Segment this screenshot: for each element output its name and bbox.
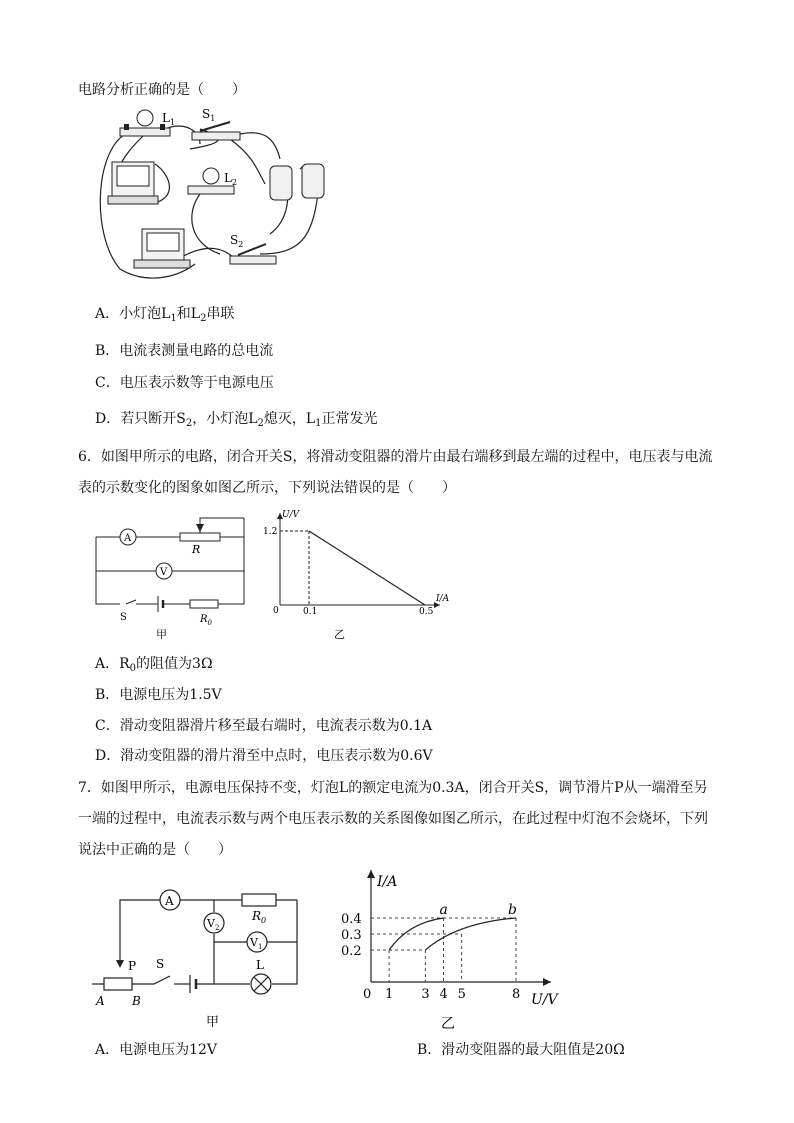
q5-option-b: B．电流表测量电路的总电流 — [95, 343, 274, 359]
q6-option-d: D．滑动变阻器的滑片滑至中点时，电压表示数为0.6V — [95, 748, 433, 764]
q7-resistor-label: $R_0$ — [252, 909, 267, 925]
q7-x-axis-label: U/V — [531, 992, 558, 1008]
q7-switch-label: S — [156, 957, 165, 971]
q7-ytick-label: 0.4 — [341, 912, 362, 927]
q7-x-arrow — [543, 978, 551, 986]
label-L2: $L_2$ — [224, 171, 238, 187]
q6-circuit-diagram — [90, 512, 250, 642]
q7-ytick-label: 0.2 — [341, 944, 362, 959]
q7-rheostat-symbol — [104, 978, 132, 990]
q6-stem-line2: 表的示数变化的图象如图乙所示，下列说法错误的是（ ） — [78, 480, 456, 496]
q6-y-axis-label: U/V — [282, 510, 300, 520]
q7-voltmeter-v1-symbol: $V_1$ — [250, 936, 263, 951]
q5-option-d: D．若只断开$S_2$，小灯泡$L_2$熄灭，$L_1$正常发光 — [95, 411, 378, 429]
q6-origin-label: 0 — [273, 606, 279, 616]
q7-point-b-label: b — [508, 902, 517, 918]
label-S2: $S_2$ — [230, 233, 244, 249]
q7-xtick-label: 8 — [512, 987, 521, 1002]
q7-slider-label: P — [128, 959, 137, 973]
q7-voltmeter-v2-symbol: $V_2$ — [207, 917, 220, 932]
q7-point-a-label: a — [439, 902, 448, 918]
q6-series-line — [309, 531, 425, 605]
q6-ytick-label: 1.2 — [263, 527, 278, 537]
q7-y-axis-label: I/A — [377, 874, 398, 890]
q6-xtick-label: 0.1 — [303, 607, 318, 617]
question-5-stem-tail: 电路分析正确的是（ ） — [78, 82, 246, 98]
label-L1: $L_1$ — [162, 111, 176, 127]
q5-option-a: A．小灯泡$L_1$和$L_2$串联 — [95, 306, 235, 324]
q7-stem-line3: 说法中正确的是（ ） — [78, 842, 232, 858]
q6-graph — [260, 505, 460, 645]
q7-graph-caption: 乙 — [441, 1016, 455, 1032]
q6-resistor-label: $R_0$ — [200, 614, 212, 627]
q5-option-c: C．电压表示数等于电源电压 — [95, 375, 274, 391]
q6-option-a: A．$R_0$的阻值为3Ω — [95, 656, 213, 674]
q7-xtick-label: 4 — [439, 987, 448, 1002]
q7-ytick-label: 0.3 — [341, 928, 362, 943]
q6-x-axis-label: I/A — [436, 594, 450, 604]
q5-physical-circuit-figure — [90, 104, 340, 289]
q7-xtick-label: 1 — [385, 987, 394, 1002]
q7-y-arrow — [367, 870, 375, 878]
q7-circuit-diagram — [92, 880, 317, 1030]
q6-rheostat-label: R — [192, 543, 201, 556]
q7-lamp-label: L — [256, 958, 264, 972]
q6-switch-label: S — [120, 612, 127, 623]
q7-stem-line2: 一端的过程中，电流表示数与两个电压表示数的关系图像如图乙所示，在此过程中灯泡不会烧坏，下列 — [78, 811, 708, 827]
q7-stem-line1: 7．如图甲所示，电源电压保持不变，灯泡L的额定电流为0.3A，闭合开关S，调节滑片P从一端滑至另 — [78, 780, 708, 796]
q7-xtick-label: 3 — [421, 987, 430, 1002]
q7-option-b: B．滑动变阻器的最大阻值是20Ω — [417, 1042, 625, 1058]
q7-end-a-label: A — [96, 994, 105, 1008]
q6-ammeter-symbol: A — [124, 533, 132, 544]
q7-origin-label: 0 — [363, 987, 372, 1002]
q6-graph-caption: 乙 — [334, 628, 345, 641]
q6-voltmeter-symbol: V — [160, 567, 168, 578]
q7-xtick-label: 5 — [457, 987, 466, 1002]
q7-option-a: A．电源电压为12V — [95, 1042, 218, 1058]
q7-end-b-label: B — [132, 994, 141, 1008]
label-S1: $S_1$ — [202, 107, 216, 123]
q7-circuit-caption: 甲 — [206, 1015, 220, 1030]
q6-option-c: C．滑动变阻器滑片移至最右端时，电流表示数为0.1A — [95, 718, 433, 734]
q7-graph — [335, 862, 565, 1034]
q6-option-b: B．电源电压为1.5V — [95, 687, 222, 703]
q6-xtick-label: 0.5 — [419, 607, 434, 617]
q7-ammeter-symbol: A — [165, 894, 174, 908]
q6-circuit-caption: 甲 — [156, 628, 167, 641]
q6-stem-line1: 6．如图甲所示的电路，闭合开关S，将滑动变阻器的滑片由最右端移到最左端的过程中，电压表与电流 — [78, 449, 713, 465]
